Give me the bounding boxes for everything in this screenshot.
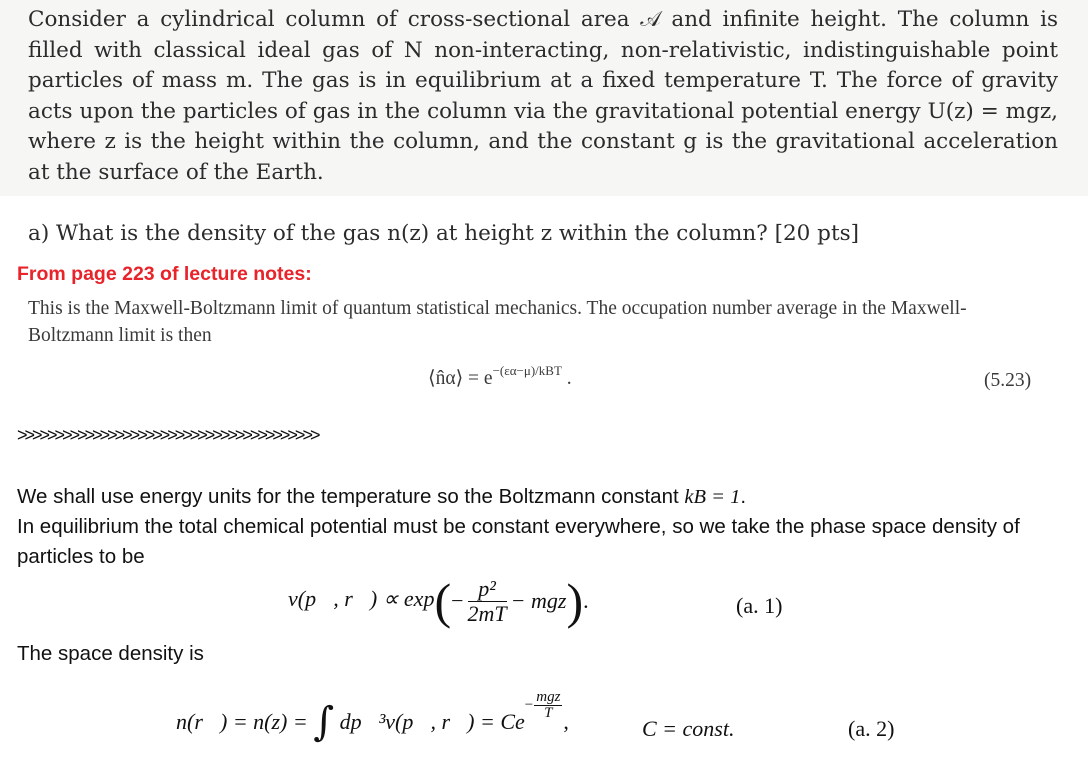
equation-5-23-lhs: ⟨n̂α⟩ = e <box>428 368 493 389</box>
notes-heading: From page 223 of lecture notes: <box>17 263 312 285</box>
solution-text <box>17 482 1077 572</box>
right-paren: ) <box>566 573 584 629</box>
equation-a1-numerator: p² <box>468 577 507 602</box>
equation-a1-lhs: ν(p⃗, r⃗) ∝ exp <box>288 586 435 612</box>
solution-line-1 <box>17 482 1077 512</box>
equation-a2-tag: (a. 2) <box>848 716 895 741</box>
equation-5-23 <box>428 363 572 390</box>
space-density-label: The space density is <box>17 642 204 665</box>
equation-a2-lhs: n(r⃗) = n(z) = <box>176 708 308 734</box>
equation-5-23-exponent: −(εα−μ)/kBT <box>492 363 562 378</box>
question-a: a) What is the density of the gas n(z) at height z within the column? [20 pts] <box>28 221 860 246</box>
equation-5-23-tag: (5.23) <box>984 370 1032 391</box>
boltzmann-constant-math: kB = 1 <box>684 486 741 508</box>
scanned-problem-block <box>0 0 1088 196</box>
equation-a1-denominator: 2mT <box>467 600 507 626</box>
equation-a1-fraction <box>468 577 507 626</box>
integral-sign: ∫ <box>313 698 335 745</box>
equation-a2-middle: dp⃗³ν(p⃗, r⃗) = Ce <box>339 708 525 734</box>
equation-5-23-tail: . <box>561 368 572 389</box>
equation-a1-tag: (a. 1) <box>736 593 783 618</box>
constant-definition: C = const. <box>642 716 735 741</box>
solution-line-1-end: . <box>740 485 747 508</box>
separator-arrows: >>>>>>>>>>>>>>>>>>>>>>>>>>>>>>>>>>>>>>>> <box>17 425 318 445</box>
equation-a2-constant <box>642 716 734 742</box>
equation-a2: n(r⃗) = n(z) = ∫ dp⃗³ν(p⃗, r⃗) = Ce− $\frac{\text{mgz}}{T}$ , <box>176 689 569 745</box>
equation-a2-numerator: mgz <box>536 689 561 705</box>
solution-line-2: In equilibrium the total chemical potential must be constant everywhere, so we take the phase space density of particles to be <box>17 515 1020 568</box>
equation-a2-exponent: − $\frac{\text{mgz}}{T}$ <box>524 689 561 721</box>
equation-a1-rest: − mgz <box>510 588 567 613</box>
problem-statement: Consider a cylindrical column of cross-sectional area 𝒜 and infinite height. The column is filled with classical ideal gas of N non-interacting, non-relativistic, indistinguishable point particles of mass m. The gas is in equilibrium at a fixed temperature T. The force of gravity acts upon the particles of gas in the column via the gravitational potential energy U(z) = mgz, where z is the height within the column, and the constant g is the gravitational acceleration at the surface of the Earth. <box>28 7 1058 185</box>
equation-a1: ν(p⃗, r⃗) ∝ exp(− $\frac{\text{p²}}{2mT}$ − mgz). <box>288 573 589 629</box>
left-paren: ( <box>434 573 452 629</box>
solution-line-1-text: We shall use energy units for the temperature so the Boltzmann constant <box>17 485 685 508</box>
notes-paragraph: This is the Maxwell-Boltzmann limit of quantum statistical mechanics. The occupation number average in the Maxwell-Boltzmann limit is then <box>28 298 967 346</box>
equation-a2-denominator: T <box>544 705 553 721</box>
